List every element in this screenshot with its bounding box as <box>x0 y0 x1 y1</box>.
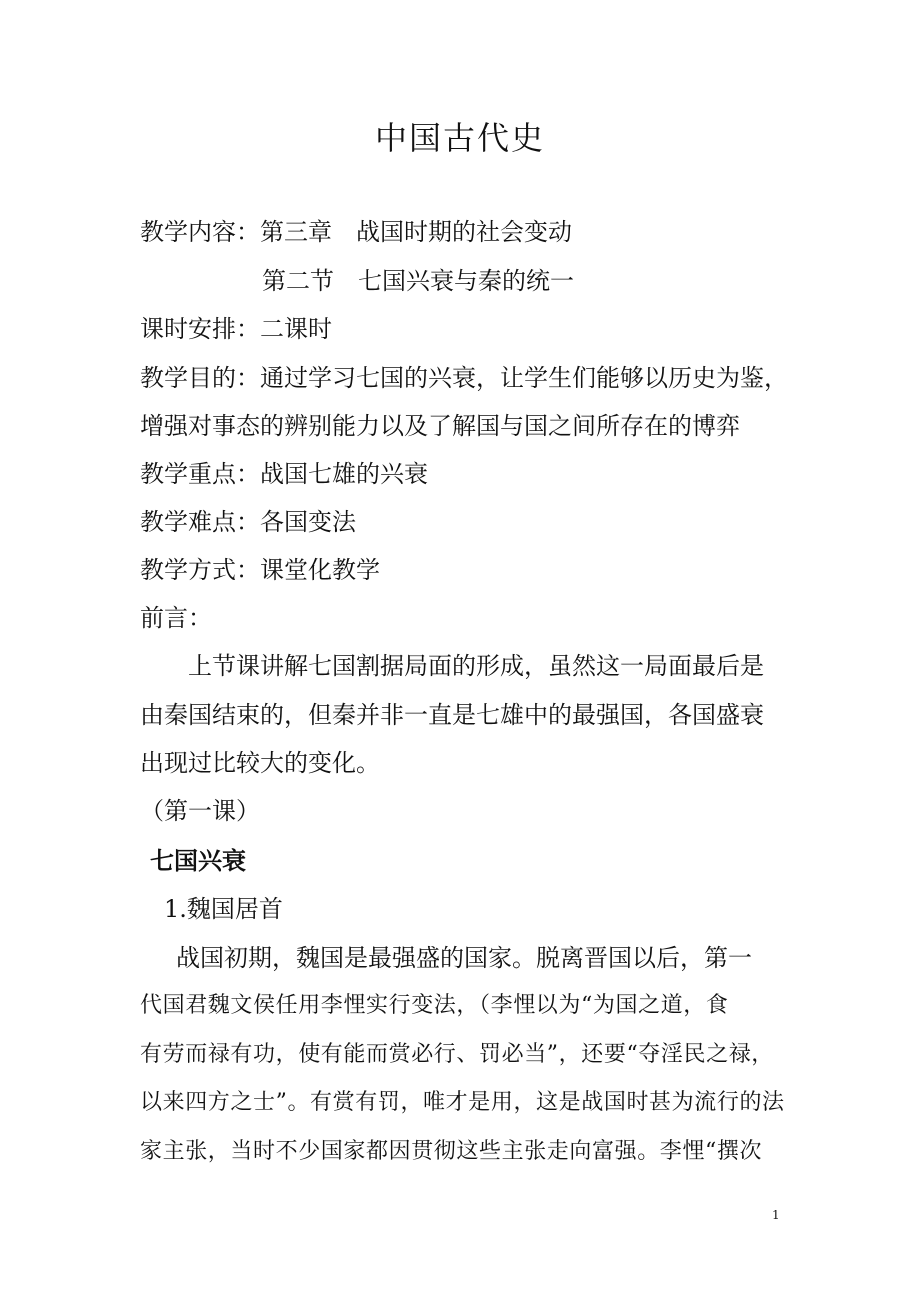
preface-paragraph-line-1: 上节课讲解七国割据局面的形成，虽然这一局面最后是 <box>188 652 764 680</box>
schedule-line: 课时安排：二课时 <box>140 315 332 343</box>
body-paragraph-line-2: 代国君魏文侯任用李悝实行变法，（李悝以为“为国之道，食 <box>140 993 729 1018</box>
objective-line-2: 增强对事态的辨别能力以及了解国与国之间所存在的博弈 <box>140 412 740 440</box>
subsection-heading: 1.魏国居首 <box>164 895 283 923</box>
difficulty-line: 教学难点：各国变法 <box>140 508 356 536</box>
objective-line-1: 教学目的：通过学习七国的兴衰，让学生们能够以历史为鉴， <box>140 364 788 392</box>
preface-paragraph-line-2: 由秦国结束的，但秦并非一直是七雄中的最强国，各国盛衰 <box>140 701 764 729</box>
teaching-method-line: 教学方式：课堂化教学 <box>140 556 380 584</box>
body-paragraph-line-4: 以来四方之士”。有赏有罚，唯才是用，这是战国时甚为流行的法 <box>140 1090 785 1115</box>
section-heading: 七国兴衰 <box>150 846 246 875</box>
page-title: 中国古代史 <box>374 119 545 157</box>
teaching-content-line: 教学内容：第三章 战国时期的社会变动 <box>140 218 572 246</box>
preface-heading: 前言： <box>140 604 212 632</box>
body-paragraph-line-1: 战国初期，魏国是最强盛的国家。脱离晋国以后，第一 <box>176 944 752 972</box>
body-paragraph-line-5: 家主张，当时不少国家都因贯彻这些主张走向富强。李悝“撰次 <box>140 1139 763 1164</box>
body-paragraph-line-3: 有劳而禄有功，使有能而赏必行、罚必当”，还要“夺淫民之禄， <box>140 1042 774 1067</box>
preface-paragraph-line-3: 出现过比较大的变化。 <box>140 749 380 777</box>
page-number: 1 <box>772 1208 780 1222</box>
key-point-line: 教学重点：战国七雄的兴衰 <box>140 460 428 488</box>
section-line: 第二节 七国兴衰与秦的统一 <box>262 267 574 295</box>
lesson-label: （第一课） <box>140 797 260 825</box>
